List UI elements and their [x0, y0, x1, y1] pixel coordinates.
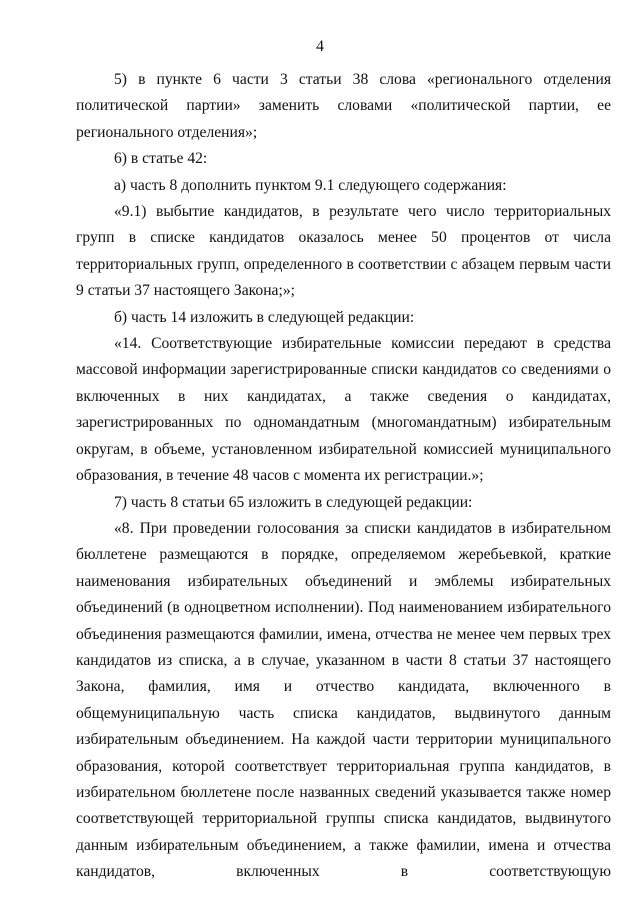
paragraph-amendment-6a: а) часть 8 дополнить пунктом 9.1 следующего содержания: [114, 176, 507, 194]
paragraph-amendment-5: 5) в пункте 6 части 3 статьи 38 слова «регионального отделения политической партии» заменить словами «политической партии, ее регионального отделения»; [76, 71, 611, 141]
page-number: 4 [316, 38, 324, 55]
paragraph-amendment-6: 6) в статье 42: [114, 150, 208, 168]
paragraph-amendment-7: 7) часть 8 статьи 65 изложить в следующей редакции: [114, 493, 473, 511]
paragraph-quote-8: «8. При проведении голосования за списки кандидатов в избирательном бюллетене размещаются в порядке, определяемом жеребьевкой, краткие наименования избирательных объединений и эмблемы избирательных объединений (в одноцветном исполнении). Под наименованием избирательного объединения размещаются фамилии, имена, отчества не менее чем первых трех кандидатов из списка, а в случае, указанном в части 8 статьи 37 настоящего Закона, фамилия, имя и отчество кандидата, включенного в общемуниципальную часть списка кандидатов, выдвинутого данным избирательным объединением. На каждой части территории муниципального образования, которой соответствует территориальная группа кандидатов, в избирательном бюллетене после названных сведений указывается также номер соответствующей территориальной группы списка кандидатов, выдвинутого данным избирательным объединением, а также фамилии, имена и отчества кандидатов, включенных в соответствующую [76, 519, 611, 881]
paragraph-quote-14: «14. Соответствующие избирательные комиссии передают в средства массовой информации зарегистрированные списки кандидатов со сведениями о включенных в них кандидатах, а также сведения о кандидатах, зарегистрированных по одномандатным (многомандатным) избирательным округам, в объеме, установленном избирательной комиссией муниципального образования, в течение 48 часов с момента их регистрации.»; [76, 335, 611, 485]
paragraph-amendment-6b: б) часть 14 изложить в следующей редакции: [114, 308, 415, 326]
document-body [76, 67, 611, 886]
paragraph-quote-9-1: «9.1) выбытие кандидатов, в результате чего число территориальных групп в списке кандидатов оказалось менее 50 процентов от числа территориальных групп, определенного в соответствии с абзацем первым части 9 статьи 37 настоящего Закона;»; [76, 203, 611, 300]
